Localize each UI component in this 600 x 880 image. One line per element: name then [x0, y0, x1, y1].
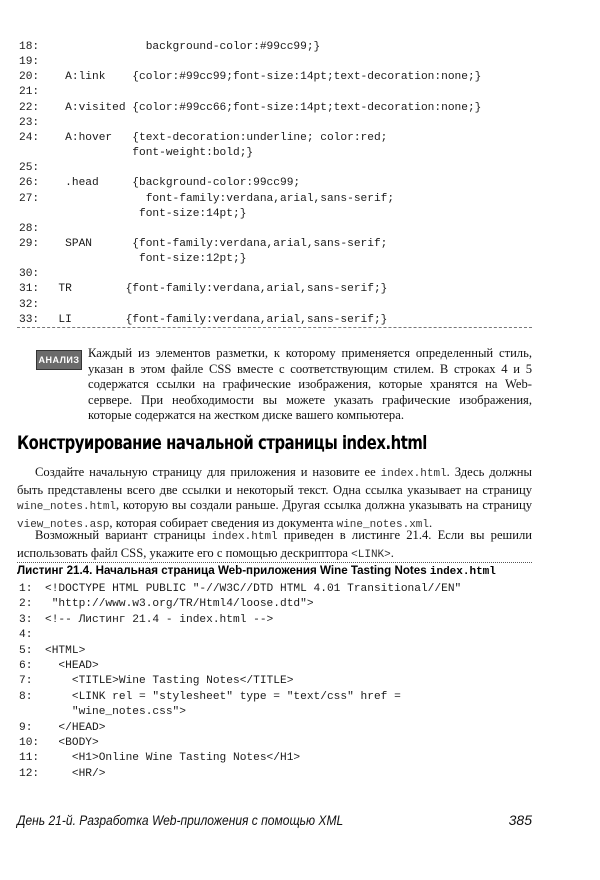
code-text: A:visited {color:#99cc66;font-size:14pt;text-decoration:none;}	[45, 101, 482, 114]
code-line	[19, 116, 45, 130]
analysis-icon: АНАЛИЗ	[36, 350, 82, 370]
analysis-note: Каждый из элементов разметки, к которому применяется определенный стиль, указан в этом файле CSS вместе с соответствующим стилем. В строках 4 и 5 содержатся ссылки на графические изображения, которые хранятся на Web-сервере. При необходимости вы можете указать графические изображения, которые содержатся на жестком диске вашего компьютера.	[88, 346, 532, 423]
code-line	[19, 192, 394, 206]
line-number: 28:	[19, 222, 40, 235]
code-line	[19, 222, 45, 236]
code-text: font-family:verdana,arial,sans-serif;	[45, 192, 395, 205]
line-number: 19:	[19, 56, 40, 69]
code-line	[19, 705, 186, 719]
listing-title: Листинг 21.4. Начальная страница Web-приложения Wine Tasting Notes index.html	[17, 564, 496, 578]
listing-top-rule	[17, 562, 532, 563]
code-text: <LINK rel = "stylesheet" type = "text/css" href =	[45, 690, 401, 703]
code-text: <TITLE>Wine Tasting Notes</TITLE>	[45, 675, 294, 688]
code-text: TR {font-family:verdana,arial,sans-serif;}	[45, 283, 388, 296]
paragraph-listing-ref: Возможный вариант страницы index.html приведен в листинге 21.4. Если вы решили использовать файл CSS, укажите его с помощью дескриптора <LINK>.	[17, 528, 532, 561]
code-line	[19, 146, 253, 160]
code-line	[19, 690, 401, 704]
line-number: 2:	[19, 598, 33, 611]
inline-code: wine_notes.xml	[336, 518, 430, 531]
code-line	[19, 736, 99, 750]
code-line	[19, 644, 85, 658]
code-line	[19, 40, 320, 54]
inline-code: index.html	[211, 531, 278, 543]
line-number: 12:	[19, 767, 40, 780]
line-number: 33:	[19, 313, 40, 326]
code-text: <BODY>	[45, 737, 99, 749]
line-number: 6:	[19, 660, 33, 672]
code-line	[19, 597, 314, 611]
line-number: 24:	[19, 131, 40, 144]
line-number: 21:	[19, 86, 40, 99]
line-number: 11:	[19, 752, 40, 765]
code-line	[19, 131, 387, 145]
code-line	[19, 721, 105, 735]
code-line	[19, 628, 45, 642]
code-line	[19, 237, 387, 251]
line-number: 25:	[19, 162, 40, 175]
code-line	[19, 101, 481, 115]
line-number: 32:	[19, 298, 40, 311]
code-text: "wine_notes.css">	[45, 706, 186, 719]
line-number: 3:	[19, 613, 33, 626]
line-number: 9:	[19, 721, 33, 734]
inline-code: wine_notes.html	[17, 501, 117, 514]
code-line	[19, 313, 387, 327]
line-number: 29:	[19, 237, 40, 250]
line-number: 8:	[19, 690, 33, 703]
line-number: 26:	[19, 177, 40, 190]
code-line	[19, 674, 293, 688]
line-number: 18:	[19, 41, 40, 53]
chapter-footer: День 21-й. Разработка Web-приложения с помощью XML	[17, 812, 344, 828]
line-number: 30:	[19, 268, 40, 281]
code-line	[19, 252, 246, 266]
line-number: 7:	[19, 675, 33, 688]
listing-filename: index.html	[429, 566, 496, 578]
code-line	[19, 298, 45, 312]
code-text: <HEAD>	[45, 660, 99, 672]
code-line	[19, 659, 99, 673]
code-text: <HR/>	[45, 767, 106, 780]
line-number: 1:	[19, 583, 33, 595]
code-line	[19, 161, 45, 175]
code-line	[19, 176, 300, 190]
code-text: A:hover {text-decoration:underline; color:red;	[45, 131, 388, 144]
line-number: 23:	[19, 116, 40, 129]
code-text: <!DOCTYPE HTML PUBLIC "-//W3C//DTD HTML 4.01 Transitional//EN"	[45, 583, 462, 595]
inline-code: index.html	[380, 468, 447, 480]
code-text: LI {font-family:verdana,arial,sans-serif;}	[45, 313, 388, 326]
inline-code: <LINK>	[351, 548, 391, 561]
code-line	[19, 767, 105, 781]
line-number: 27:	[19, 192, 40, 205]
code-line	[19, 282, 387, 296]
line-number: 5:	[19, 644, 33, 657]
line-number: 31:	[19, 283, 40, 296]
code-text: SPAN {font-family:verdana,arial,sans-serif;	[45, 237, 388, 250]
line-number: 22:	[19, 101, 40, 114]
code-text: "http://www.w3.org/TR/Html4/loose.dtd">	[45, 598, 314, 611]
code-line	[19, 751, 300, 765]
code-line	[19, 582, 461, 596]
code-line	[19, 70, 481, 84]
code-line	[19, 613, 273, 627]
code-line	[19, 207, 246, 221]
line-number: 10:	[19, 737, 40, 749]
line-number: 4:	[19, 629, 33, 642]
code-text: <!-- Листинг 21.4 - index.html -->	[45, 613, 274, 626]
code-text: background-color:#99cc99;}	[45, 41, 321, 53]
page-number: 385	[508, 812, 532, 828]
code-line	[19, 55, 45, 69]
code-text: A:link {color:#99cc99;font-size:14pt;text-decoration:none;}	[45, 71, 482, 84]
section-heading: Конструирование начальной страницы index.html	[17, 432, 427, 454]
paragraph-intro: Создайте начальную страницу для приложения и назовите ее index.html. Здесь должны быть представлены всего две ссылки и некоторый текст. Одна ссылка указывает на страницу wine_notes.html, которую вы создали раньше. Другая ссылка должна указывать на страницу view_notes.asp, которая собирает сведения из документа wine_notes.xml.	[17, 465, 532, 531]
line-number: 20:	[19, 71, 40, 84]
divider-rule	[17, 327, 532, 328]
code-text: <HTML>	[45, 644, 86, 657]
code-line	[19, 267, 45, 281]
code-text: font-size:14pt;}	[45, 207, 247, 220]
code-text: font-size:12pt;}	[45, 253, 247, 266]
code-text: <H1>Online Wine Tasting Notes</H1>	[45, 752, 301, 765]
code-text: font-weight:bold;}	[45, 147, 254, 160]
code-line	[19, 85, 45, 99]
code-text: .head {background-color:99cc99;	[45, 177, 301, 190]
inline-code: view_notes.asp	[17, 518, 110, 531]
code-text: </HEAD>	[45, 721, 106, 734]
